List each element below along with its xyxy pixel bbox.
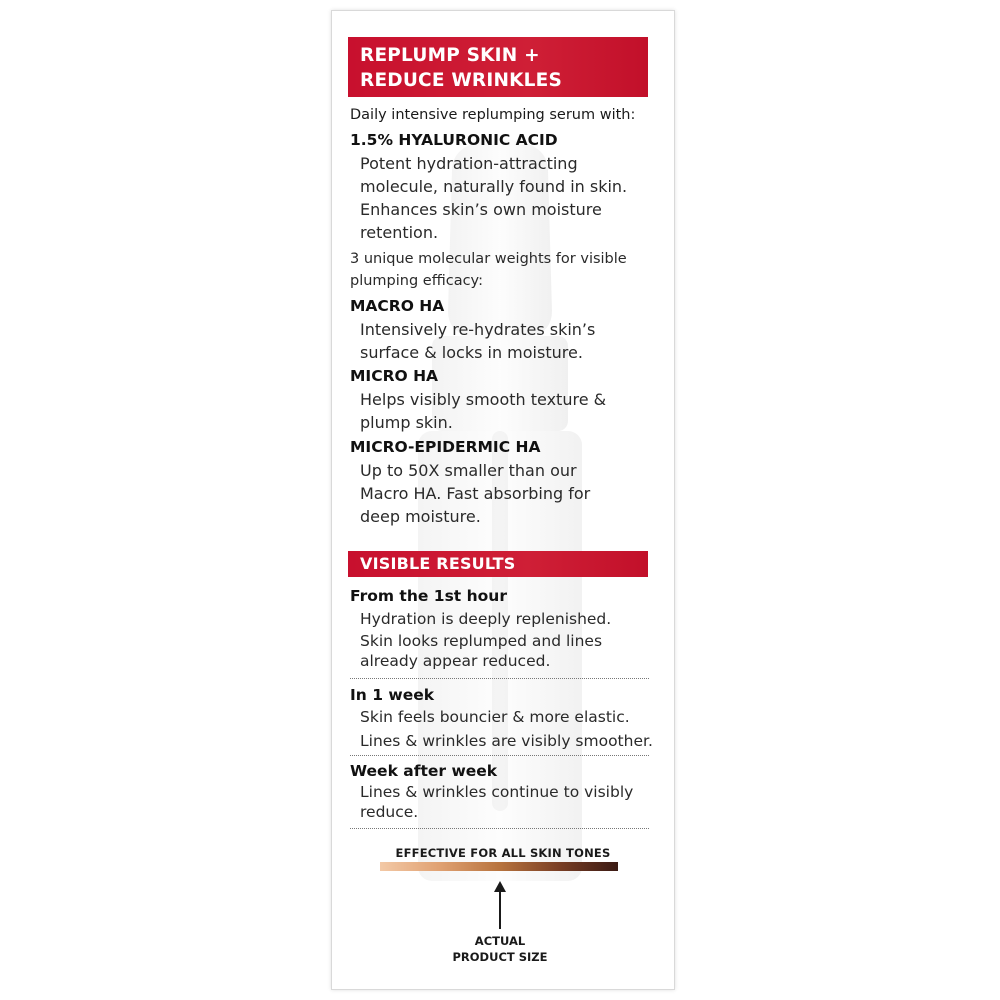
weights-intro-line: plumping efficacy: [350, 273, 483, 289]
divider-dotted [350, 678, 649, 679]
hyaluronic-acid-heading: 1.5% HYALURONIC ACID [350, 131, 558, 149]
product-box-side-panel [331, 10, 675, 990]
result-line: Lines & wrinkles are visibly smoother. [360, 732, 653, 750]
result-heading-1-week: In 1 week [350, 686, 435, 704]
result-line: Hydration is deeply replenished. [360, 610, 612, 628]
result-line: reduce. [360, 803, 419, 821]
micro-epidermic-ha-line: Up to 50X smaller than our [360, 461, 577, 480]
micro-ha-heading: MICRO HA [350, 367, 439, 385]
weights-intro-line: 3 unique molecular weights for visible [350, 251, 627, 267]
macro-ha-line: Intensively re-hydrates skin’s [360, 320, 596, 339]
divider-dotted [350, 755, 649, 756]
micro-epidermic-ha-line: deep moisture. [360, 507, 481, 526]
hyaluronic-line: Enhances skin’s own moisture [360, 200, 602, 219]
macro-ha-line: surface & locks in moisture. [360, 343, 583, 362]
micro-ha-line: plump skin. [360, 413, 453, 432]
macro-ha-heading: MACRO HA [350, 297, 445, 315]
result-line: already appear reduced. [360, 652, 551, 670]
skin-tones-label: EFFECTIVE FOR ALL SKIN TONES [395, 846, 611, 860]
micro-ha-line: Helps visibly smooth texture & [360, 390, 607, 409]
skin-tone-gradient-bar [380, 862, 618, 871]
replump-banner-line1: REPLUMP SKIN + [360, 45, 540, 66]
actual-product-size-label [412, 933, 588, 965]
actual-size-line1: ACTUAL [474, 934, 526, 948]
replump-banner [348, 37, 648, 97]
box-text-content [332, 11, 674, 989]
hyaluronic-line: retention. [360, 223, 439, 242]
intro-text: Daily intensive replumping serum with: [350, 107, 636, 123]
micro-epidermic-ha-heading: MICRO-EPIDERMIC HA [350, 438, 541, 456]
hyaluronic-line: Potent hydration-attracting [360, 154, 578, 173]
actual-size-line2: PRODUCT SIZE [452, 950, 548, 964]
result-line: Skin looks replumped and lines [360, 632, 603, 650]
result-line: Skin feels bouncier & more elastic. [360, 708, 630, 726]
divider-dotted [350, 828, 649, 829]
result-heading-1st-hour: From the 1st hour [350, 587, 507, 605]
replump-banner-line2: REDUCE WRINKLES [360, 70, 563, 91]
up-arrow-icon [490, 881, 510, 931]
result-heading-week-after-week: Week after week [350, 762, 498, 780]
micro-epidermic-ha-line: Macro HA. Fast absorbing for [360, 484, 591, 503]
hyaluronic-line: molecule, naturally found in skin. [360, 177, 628, 196]
result-line: Lines & wrinkles continue to visibly [360, 783, 634, 801]
visible-results-banner: VISIBLE RESULTS [348, 551, 648, 577]
